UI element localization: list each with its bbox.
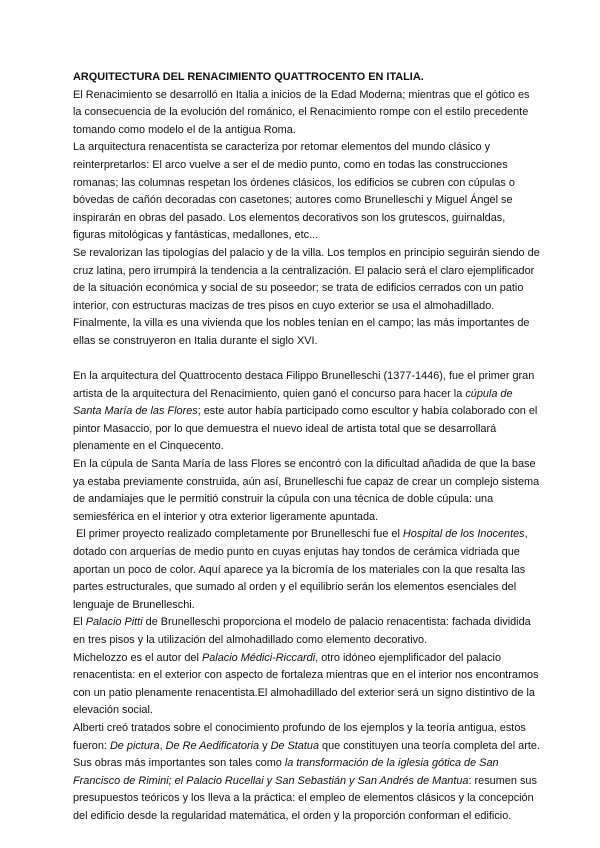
paragraph-michelozzo <box>73 650 540 720</box>
italic-title: cúpula de Santa María de las Flores <box>73 387 513 418</box>
text-run: Alberti creó tratados sobre el conocimiento profundo de los ejemplos y la teoría antigua, estos fueron: <box>73 721 526 752</box>
italic-title: Palacio Pitti <box>85 616 143 629</box>
italic-title: De Statua <box>270 739 319 752</box>
italic-title: De Re Aedificatoria <box>165 739 260 752</box>
paragraph-gap <box>73 351 540 369</box>
italic-title: Hospital de los Inocentes <box>402 528 525 541</box>
text-run: : resumen sus presupuestos teóricos y los lleva a la práctica: el empleo de elementos clásicos y la concepción del edificio desde la regularidad matemática, el orden y la proporción conforman el edificio. <box>73 774 537 822</box>
text-run: que constituyen una teoría completa del arte. Sus obras más importantes son tales como <box>73 739 540 770</box>
paragraph-hospital <box>73 526 540 614</box>
text-run: de Brunelleschi proporciona el modelo de palacio renacentista: fachada dividida en tres pisos y la utilización del almohadillado como elemento decorativo. <box>73 616 531 646</box>
paragraph-alberti <box>73 720 540 826</box>
paragraph-typologies: Se revalorizan las tipologías del palacio y de la villa. Los templos en principio seguirán siendo de cruz latina, pero irrumpirá la tendencia a la centralización. El palacio será el claro ejemplificador de la situación económica y social de su poseedor; se trata de edificios cerrados con un patio interior, con estructuras macizas de tres pisos en cuyo exterior se usa el almohadillado. <box>73 246 540 312</box>
paragraph-intro: El Renacimiento se desarrolló en Italia a inicios de la Edad Moderna; mientras que el gótico es la consecuencia de la evolución del románico, el Renacimiento rompe con el estilo precedente tomando como modelo el de la antigua Roma. <box>73 88 530 136</box>
paragraph-characteristics: La arquitectura renacentista se caracteriza por retomar elementos del mundo clásico y reinterpretarlos: El arco vuelve a ser el de medio punto, como en todas las construcciones romanas; las columnas respetan los órdenes clásicos, los edificios se cubren con cúpulas o bóvedas de cañón decoradas con casetones; autores como Brunelleschi y Miguel Ángel se inspirarán en obras del pasado. Los elementos decorativos son los grutescos, guirnaldas, figuras mitológicas y fantásticas, medallones, etc... <box>73 141 515 242</box>
text-run: En la arquitectura del Quattrocento destaca Filippo Brunelleschi (1377-1446), fue el primer gran artista de la arquitectura del Renacimiento, quien ganó el concurso para hacer la <box>73 370 535 400</box>
text-run: y <box>259 739 271 752</box>
text-run: , otro idóneo ejemplificador del palacio renacentista: en el exterior con aspecto de fortaleza mientras que en el interior nos encontramos con un patio plenamente renacentista.El almohadillado del exterior será un signo distintivo de la elevación social. <box>73 651 539 717</box>
text-run: ; este autor había participado como escultor y había colaborado con el pintor Masaccio, por lo que demuestra el nuevo ideal de artista total que se desarrollará plenamente en el Cinquecento. <box>73 405 538 453</box>
text-run: , <box>159 739 166 752</box>
paragraph-cupula: En la cúpula de Santa María de lass Flores se encontró con la dificultad añadida de que la base ya estaba previamente construida, aún así, Brunelleschi fue capaz de crear un complejo sistema de andamiajes que le permitió construir la cúpula con una técnica de doble cúpula: una semiesférica en el interior y otra exterior ligeramente apuntada. <box>73 458 540 523</box>
text-run: El <box>73 616 86 629</box>
paragraph-villa: Finalmente, la villa es una vivienda que los nobles tenían en el campo; las más importantes de ellas se construyeron en Italia durante el siglo XVI. <box>73 317 530 347</box>
document-title: ARQUITECTURA DEL RENACIMIENTO QUATTROCENTO EN ITALIA. <box>73 71 424 83</box>
text-run: , dotado con arquerías de medio punto en cuyas enjutas hay tondos de cerámica vidriada que aportan un poco de color. Aquí aparece ya la bicromía de los materiales con la que resalta las partes estructurales, que sumado al orden y el equilibrio serán los elementos esenciales del lenguaje de Brunelleschi. <box>73 528 528 611</box>
italic-title: la transformación de la iglesia gótica de San Francisco de Rimini; el Palacio Rucellai y San Sebastián y San Andrés de Mantua <box>73 757 499 787</box>
italic-title: Palacio Médici-Riccardi <box>201 651 316 664</box>
italic-title: De pictura <box>109 739 160 752</box>
text-run: Michelozzo es el autor del <box>73 651 202 664</box>
paragraph-brunelleschi <box>73 368 540 456</box>
text-run: El primer proyecto realizado completamente por Brunelleschi fue el <box>73 528 403 541</box>
paragraph-pitti <box>73 614 540 649</box>
